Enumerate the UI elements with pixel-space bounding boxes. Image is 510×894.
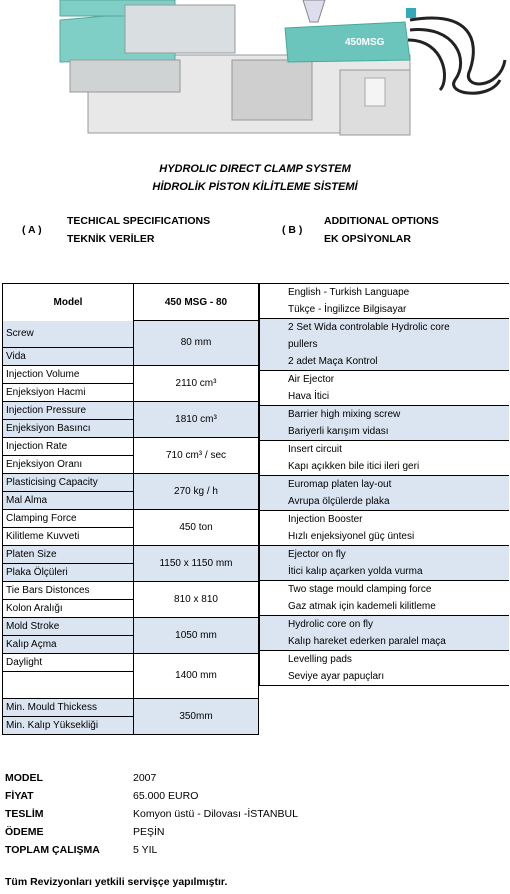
spec-label-tr: Vida — [3, 347, 134, 365]
info-label: ÖDEME — [5, 826, 44, 838]
injection-machine-image — [0, 0, 510, 150]
option-line: İtici kalıp açarken yolda vurma — [260, 563, 510, 581]
spec-label-en: Mold Stroke — [3, 617, 134, 635]
option-line: Barrier high mixing screw — [260, 406, 510, 424]
option-item — [259, 510, 509, 546]
info-label: MODEL — [5, 772, 43, 784]
spec-label-en: Min. Mould Thickess — [3, 698, 134, 716]
info-row — [5, 805, 298, 823]
option-line: Gaz atmak için kademeli kilitleme — [288, 601, 436, 612]
option-line: Hava İtici — [288, 391, 330, 402]
spec-label-tr — [3, 671, 134, 698]
title-line-2: HİDROLİK PİSTON KİLİTLEME SİSTEMİ — [152, 181, 358, 193]
option-line: Tükçe - İngilizce Bilgisayar — [288, 304, 407, 315]
option-line: Avrupa ölçülerde plaka — [260, 493, 510, 511]
option-line: Bariyerli karışım vidası — [260, 423, 510, 441]
info-label: TOPLAM ÇALIŞMA — [5, 844, 100, 856]
section-a-en: TECHICAL SPECIFICATIONS — [67, 215, 211, 227]
spec-value: 2110 cm³ — [134, 365, 259, 401]
info-value: 2007 — [133, 772, 157, 784]
spec-label-en: Tie Bars Distonces — [3, 581, 134, 599]
section-b-tr: EK OPSİYONLAR — [324, 233, 411, 245]
option-line: 2 adet Maça Kontrol — [260, 353, 510, 371]
spec-value: 80 mm — [134, 321, 259, 366]
option-item — [259, 318, 509, 371]
spec-label-tr: Enjeksiyon Oranı — [3, 455, 134, 473]
info-value: 5 YIL — [133, 844, 158, 856]
spec-label-en: Clamping Force — [3, 509, 134, 527]
info-value: Komyon üstü - Dilovası -İSTANBUL — [133, 808, 298, 820]
spec-label-tr: Enjeksiyon Basıncı — [3, 419, 134, 437]
option-line: pullers — [260, 336, 510, 353]
machine-model-label: 450MSG — [345, 37, 385, 48]
info-row — [5, 841, 298, 859]
info-label: FİYAT — [5, 790, 34, 802]
spec-label-tr: Mal Alma — [3, 491, 134, 509]
option-line: Euromap platen lay-out — [260, 476, 510, 494]
spec-value: 710 cm³ / sec — [134, 437, 259, 473]
option-item — [259, 475, 509, 511]
spec-label-tr: Kolon Aralığı — [3, 599, 134, 617]
spec-table — [2, 283, 259, 735]
option-line: Air Ejector — [288, 374, 335, 385]
spec-value: 270 kg / h — [134, 473, 259, 509]
spec-value: 1400 mm — [134, 653, 259, 698]
spec-label-tr: Kalıp Açma — [3, 635, 134, 653]
spec-value: 810 x 810 — [134, 581, 259, 617]
footer-note: Tüm Revizyonları yetkili servişçe yapılmıştır. — [5, 876, 228, 888]
section-a-tr: TEKNİK VERİLER — [67, 233, 155, 245]
spec-label-en: Plasticising Capacity — [3, 473, 134, 491]
spec-header-value: 450 MSG - 80 — [134, 284, 259, 321]
option-line: Hızlı enjeksiyonel güç üntesi — [288, 531, 415, 542]
option-line: Two stage mould clamping force — [288, 584, 432, 595]
info-value: 65.000 EURO — [133, 790, 199, 802]
spec-label-tr: Plaka Ölçüleri — [3, 563, 134, 581]
section-b-en: ADDITIONAL OPTIONS — [324, 215, 439, 227]
spec-label-tr: Enjeksiyon Hacmi — [3, 383, 134, 401]
option-line: Hydrolic core on fly — [260, 616, 510, 634]
option-item — [259, 370, 509, 406]
option-item — [259, 545, 509, 581]
spec-value: 1050 mm — [134, 617, 259, 653]
spec-header-model: Model — [3, 284, 134, 321]
option-line: Insert circuit — [288, 444, 342, 455]
option-line: 2 Set Wida controlable Hydrolic core — [260, 319, 510, 337]
option-item — [259, 283, 509, 319]
spec-value: 1810 cm³ — [134, 401, 259, 437]
option-line: Levelling pads — [288, 654, 352, 665]
option-item — [259, 650, 509, 686]
option-line: Ejector on fly — [260, 546, 510, 564]
spec-value: 1150 x 1150 mm — [134, 545, 259, 581]
option-line: English - Turkish Languape — [288, 287, 410, 298]
option-line: Kapı açıkken bile itici ileri geri — [288, 461, 420, 472]
spec-label-en: Injection Pressure — [3, 401, 134, 419]
info-row — [5, 787, 298, 805]
spec-label-en: Injection Volume — [3, 365, 134, 383]
info-block — [5, 769, 298, 859]
option-item — [259, 615, 509, 651]
section-a-tag: ( A ) — [22, 224, 42, 236]
title-line-1: HYDROLIC DIRECT CLAMP SYSTEM — [159, 163, 351, 175]
spec-label-en: Daylight — [3, 653, 134, 671]
option-line: Injection Booster — [288, 514, 363, 525]
option-item — [259, 580, 509, 616]
option-item — [259, 440, 509, 476]
info-row — [5, 823, 298, 841]
options-list — [259, 283, 509, 686]
info-label: TESLİM — [5, 808, 44, 820]
spec-value: 350mm — [134, 698, 259, 734]
info-row — [5, 769, 298, 787]
spec-label-en: Screw — [3, 321, 134, 348]
spec-label-tr: Kilitleme Kuvveti — [3, 527, 134, 545]
spec-label-en: Injection Rate — [3, 437, 134, 455]
spec-label-tr: Min. Kalıp Yüksekliği — [3, 716, 134, 734]
info-value: PEŞİN — [133, 826, 165, 838]
option-line: Seviye ayar papuçları — [288, 671, 385, 682]
option-item — [259, 405, 509, 441]
spec-value: 450 ton — [134, 509, 259, 545]
section-b-tag: ( B ) — [282, 224, 303, 236]
option-line: Kalıp hareket ederken paralel maça — [260, 633, 510, 651]
spec-label-en: Platen Size — [3, 545, 134, 563]
